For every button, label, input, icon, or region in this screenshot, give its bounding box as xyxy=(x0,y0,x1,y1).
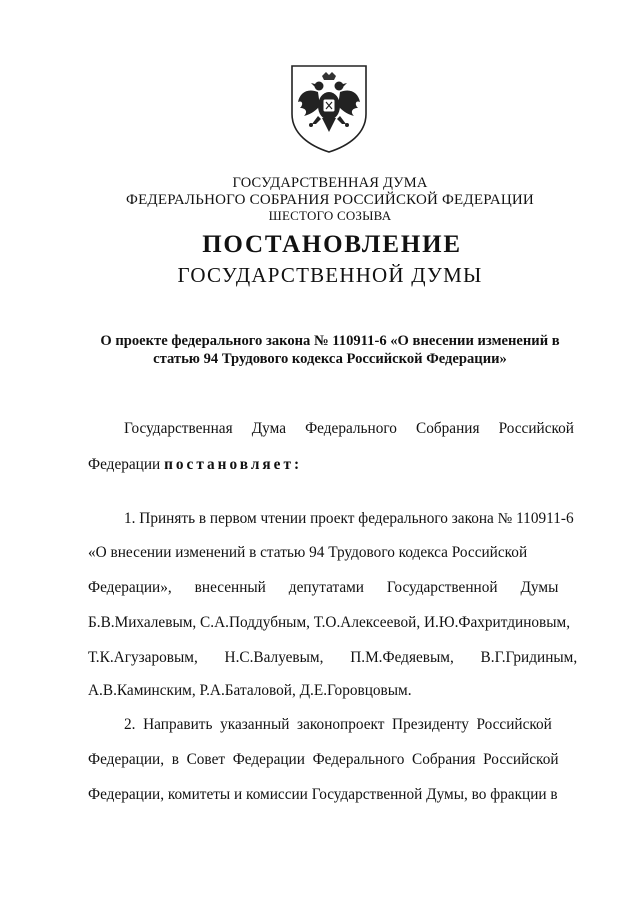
preamble-start: Федерации xyxy=(88,456,165,473)
paragraph-1-line-1: 1. Принять в первом чтении проект федерального закона № 110911-6 xyxy=(124,510,574,527)
paragraph-1-line-2: «О внесении изменений в статью 94 Трудового кодекса Российской xyxy=(88,544,528,561)
org-name-line-1: ГОСУДАРСТВЕННАЯ ДУМА xyxy=(232,175,428,191)
decree-verb: постановляет: xyxy=(164,456,303,473)
preamble-line-2 xyxy=(88,455,302,475)
paragraph-1-line-4: Б.В.Михалевым, С.А.Поддубным, Т.О.Алексеевой, И.Ю.Фахритдиновым, xyxy=(88,614,571,631)
subject-line-2: статью 94 Трудового кодекса Российской Федерации» xyxy=(153,351,507,367)
convocation-line: ШЕСТОГО СОЗЫВА xyxy=(268,208,392,223)
paragraph-2-line-3: Федерации, комитеты и комиссии Государственной Думы, во фракции в xyxy=(88,786,558,803)
document-title: ПОСТАНОВЛЕНИЕ xyxy=(202,231,462,258)
resolution-subject xyxy=(80,332,580,368)
preamble-line-1 xyxy=(124,419,574,439)
paragraph-1-line-3: Федерации», внесенный депутатами Государственной Думы xyxy=(88,579,559,596)
subject-line-1: О проекте федерального закона № 110911-6 «О внесении изменений в xyxy=(100,333,560,349)
paragraph-1-line-6: А.В.Каминским, Р.А.Баталовой, Д.Е.Горовцовым. xyxy=(88,682,412,699)
preamble-word: Российской xyxy=(498,420,574,437)
org-name-line-2: ФЕДЕРАЛЬНОГО СОБРАНИЯ РОССИЙСКОЙ ФЕДЕРАЦИИ xyxy=(126,192,534,208)
coat-of-arms-icon xyxy=(288,62,370,154)
paragraph-2-line-2: Федерации, в Совет Федерации Федерального Собрания Российской xyxy=(88,751,559,768)
preamble-word: Собрания xyxy=(416,420,480,437)
preamble-word: Федерального xyxy=(305,420,397,437)
preamble-word: Дума xyxy=(251,420,286,437)
document-subtitle: ГОСУДАРСТВЕННОЙ ДУМЫ xyxy=(177,263,483,287)
paragraph-2-line-1: 2. Направить указанный законопроект Президенту Российской xyxy=(124,716,552,733)
preamble-word: Государственная xyxy=(124,420,233,437)
paragraph-1-line-5: Т.К.Агузаровым, Н.С.Валуевым, П.М.Федяевым, В.Г.Гридиным, xyxy=(88,649,578,666)
